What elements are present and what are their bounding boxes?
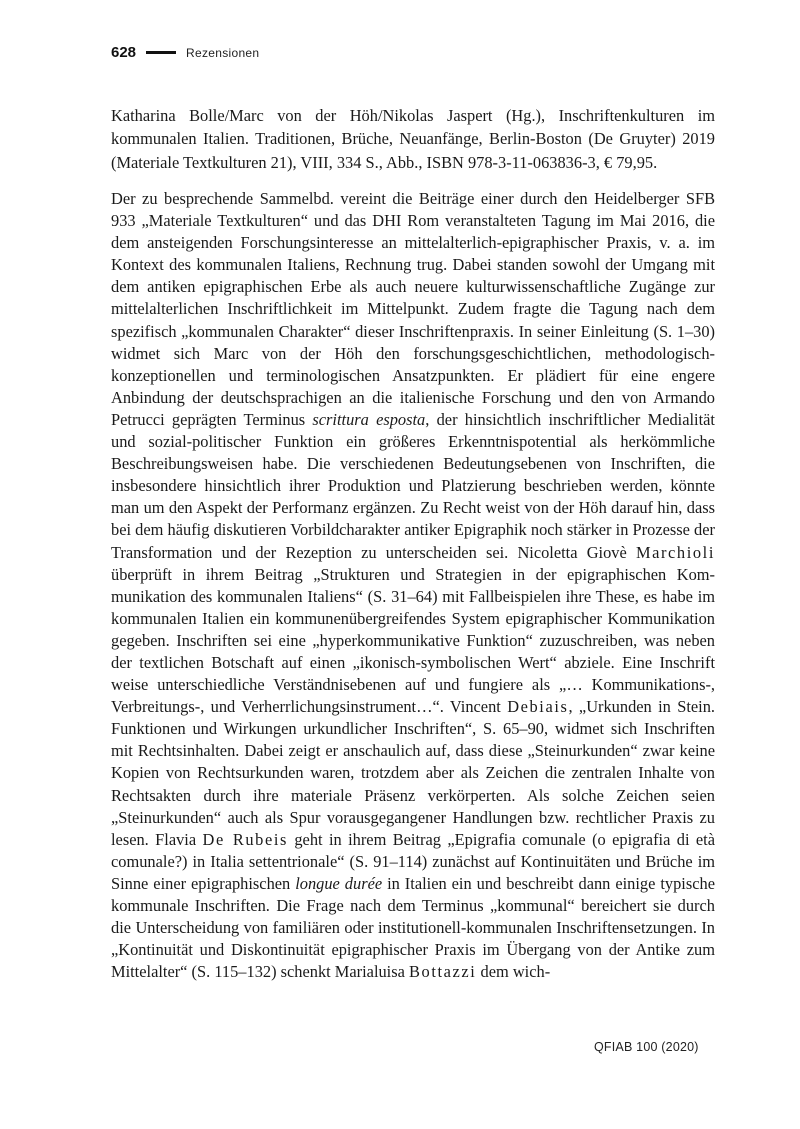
- author-2: Marc von der Höh: [229, 106, 378, 125]
- author-separator: /: [224, 106, 230, 125]
- journal-footer: QFIAB 100 (2020): [594, 1040, 699, 1054]
- author-name-marchioli: Marchioli: [635, 542, 715, 562]
- body-text-segment: Der zu besprechende Sammelbd. vereint die Beiträge einer durch den Heidelberger SFB 933 „Materiale Textkulturen“ und das DHI Rom veranstalteten Tagung im Mai 2016, die dem ansteigenden Forschungsinteresse an mittelalterlich-epigraphischer Praxis, v. a. im Kontext des kommunalen Italiens, Rechnung trug. Dabei standen sowohl der Umgang mit dem antiken epigraphischen Erbe als auch neuere kulturwissenschaftliche Zugänge zur mittelalterlichen Inschriftlichkeit im Mittelpunkt. Zudem fragte die Tagung nach dem spezifisch „kommunalen Charakter“ dieser Inschriftenpraxis. In seiner Einleitung (S. 1–30) widmet sich Marc von der Höh den forschungsgeschichtlichen, methodologisch-konzeptionellen und terminologischen Ansatzpunkten. Er plädiert für eine engere Anbindung der deutschsprachigen an die italienische Forschung und den von Armando Petrucci geprägten Terminus: [111, 189, 715, 429]
- author-1: Katharina Bolle: [111, 106, 225, 125]
- author-name-bottazzi: Bottazzi: [409, 962, 477, 982]
- term-longue-duree: longue durée: [295, 873, 383, 893]
- term-scrittura-esposta: scrittura esposta: [312, 409, 426, 429]
- body-text-segment: in Italien ein und beschreibt dann einige typische kommunale Inschriften. Die Frage nach dem Terminus „kommunal“ bereichert sie durch die Unterscheidung von familiären oder institutionell-kommunalen Inschriftensetzungen. In „Kontinuität und Diskontinuität epigraphischer Praxis im Übergang von der Antike zum Mittelalter“ (S. 115–132) schenkt Marialuisa: [111, 873, 715, 982]
- body-text-segment: überprüft in ihrem Beitrag „Strukturen und Strategien in der epigraphischen Kommunikation des kommunalen Italiens“ (S. 31–64) mit Fallbeispielen ihre These, es habe im kommunalen Italien ein kommunenübergreifendes System epigraphischer Kommunikation gegeben. Inschriften sei eine „hyperkommunikative Funktion“ zuzuschreiben, was neben der textlichen Botschaft auf einen „ikonisch-symbolischen Wert“ abziele. Eine Inschrift weise unterschiedliche Verständnisebenen auf und fungiere als „… Kommunikations-, Verbreitungs-, und Verherrlichungsinstrument…“. Vincent: [111, 564, 715, 717]
- author-separator: /: [377, 106, 383, 125]
- page-number: 628: [111, 44, 137, 61]
- author-name-debiais: Debiais: [507, 697, 569, 717]
- body-text-segment: dem wich-: [476, 962, 551, 982]
- author-3: Nikolas Jaspert: [382, 106, 493, 125]
- header-rule: [146, 51, 176, 54]
- running-head: Rezensionen: [186, 45, 260, 60]
- author-name-de-rubeis: De Rubeis: [202, 829, 288, 849]
- book-title: Inschriftenkulturen im kommunalen Italien. Traditionen, Brüche, Neuanfänge, Berlin-Boston (De Gruyter) 2019 (Materiale Textkulturen 21), VIII, 334 S., Abb., ISBN 978-3-11-063836-3, € 79,95.: [111, 106, 715, 172]
- review-body: [111, 188, 715, 983]
- body-text-segment: geht in ihrem Beitrag „Epigrafia comunale (o epigrafia di età comunale?) in Italia settentrionale“ (S. 91–114) zunächst auf Kontinuitäten und Brüche im Sinne einer epigraphischen: [111, 829, 715, 893]
- body-text-segment: , „Urkunden in Stein. Funktionen und Wirkungen urkundlicher Inschriften“, S. 65–90, widmet sich Inschriften mit Rechtsinhalten. Dabei zeigt er anschaulich auf, dass diese „Steinurkunden“ zwar keine Kopien von Rechtsurkunden waren, trotzdem aber als Zeichen die zentralen Inhalte von Rechtsakten durch ihre materiale Präsenz verkörperten. Als solche Zeichen seien „Steinurkunden“ auch als Spur vorausgegangener Handlungen bzw. rechtlicher Praxis zu lesen. Flavia: [111, 697, 715, 849]
- body-text-segment: , der hinsichtlich inschriftlicher Medialität und sozial-politischer Funktion ein größeres Erkenntnispotential als herkömmliche Beschreibungsweisen habe. Die verschiedenen Bedeutungsebenen von Inschriften, die insbesondere hinsichtlich ihrer Produktion und Platzierung beschrieben werden, könnte man um den Aspekt der Performanz ergänzen. Zu Recht weist von der Höh darauf hin, dass bei dem häufig diskutieren Vorbildcharakter antiker Epigraphik noch stärker in Prozesse der Transformation und der Rezeption zu unterscheiden sei. Nicoletta Giovè: [111, 409, 715, 562]
- editor-note: (Hg.),: [492, 106, 559, 125]
- page-header: [111, 44, 259, 61]
- book-citation: [111, 104, 715, 174]
